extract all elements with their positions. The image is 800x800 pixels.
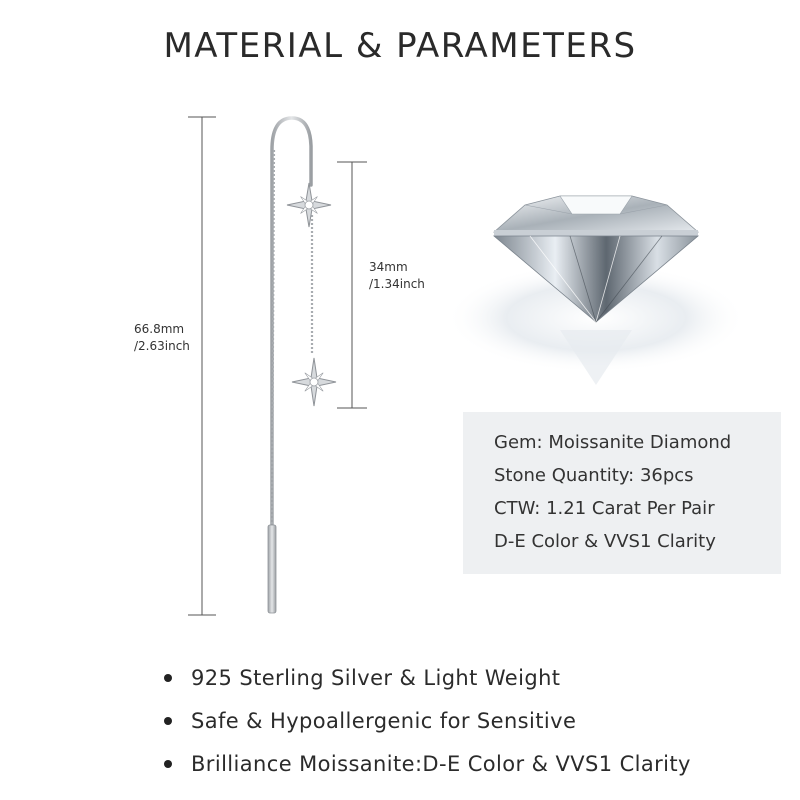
feature-item (164, 656, 691, 699)
drop-length-label (369, 259, 425, 293)
feature-text: 925 Sterling Silver & Light Weight (191, 665, 561, 690)
earring (268, 118, 336, 613)
page-title: MATERIAL & PARAMETERS (163, 26, 637, 66)
bottom-star-charm (292, 358, 336, 406)
total-length-dimension-line (188, 117, 216, 615)
spec-gem: Gem: Moissanite Diamond (494, 432, 732, 453)
spec-color-clarity: D-E Color & VVS1 Clarity (494, 531, 716, 552)
bullet-icon (164, 674, 172, 682)
total-length-mm: 66.8mm (134, 322, 185, 336)
feature-item (164, 699, 691, 742)
feature-list (164, 656, 691, 785)
total-length-inch: /2.63inch (134, 339, 190, 353)
spec-ctw: CTW: 1.21 Carat Per Pair (494, 498, 715, 519)
feature-text: Safe & Hypoallergenic for Sensitive (191, 708, 577, 733)
top-star-charm (287, 183, 331, 227)
total-length-label (134, 321, 190, 355)
spec-stone-quantity: Stone Quantity: 36pcs (494, 465, 694, 486)
feature-text: Brilliance Moissanite:D-E Color & VVS1 Clarity (191, 751, 691, 776)
drop-length-mm: 34mm (369, 260, 408, 274)
moissanite-diamond-image (446, 196, 746, 385)
drop-length-inch: /1.34inch (369, 277, 425, 291)
spec-box (463, 412, 781, 574)
drop-length-dimension-line (337, 162, 367, 408)
bullet-icon (164, 717, 172, 725)
feature-item (164, 742, 691, 785)
bullet-icon (164, 760, 172, 768)
